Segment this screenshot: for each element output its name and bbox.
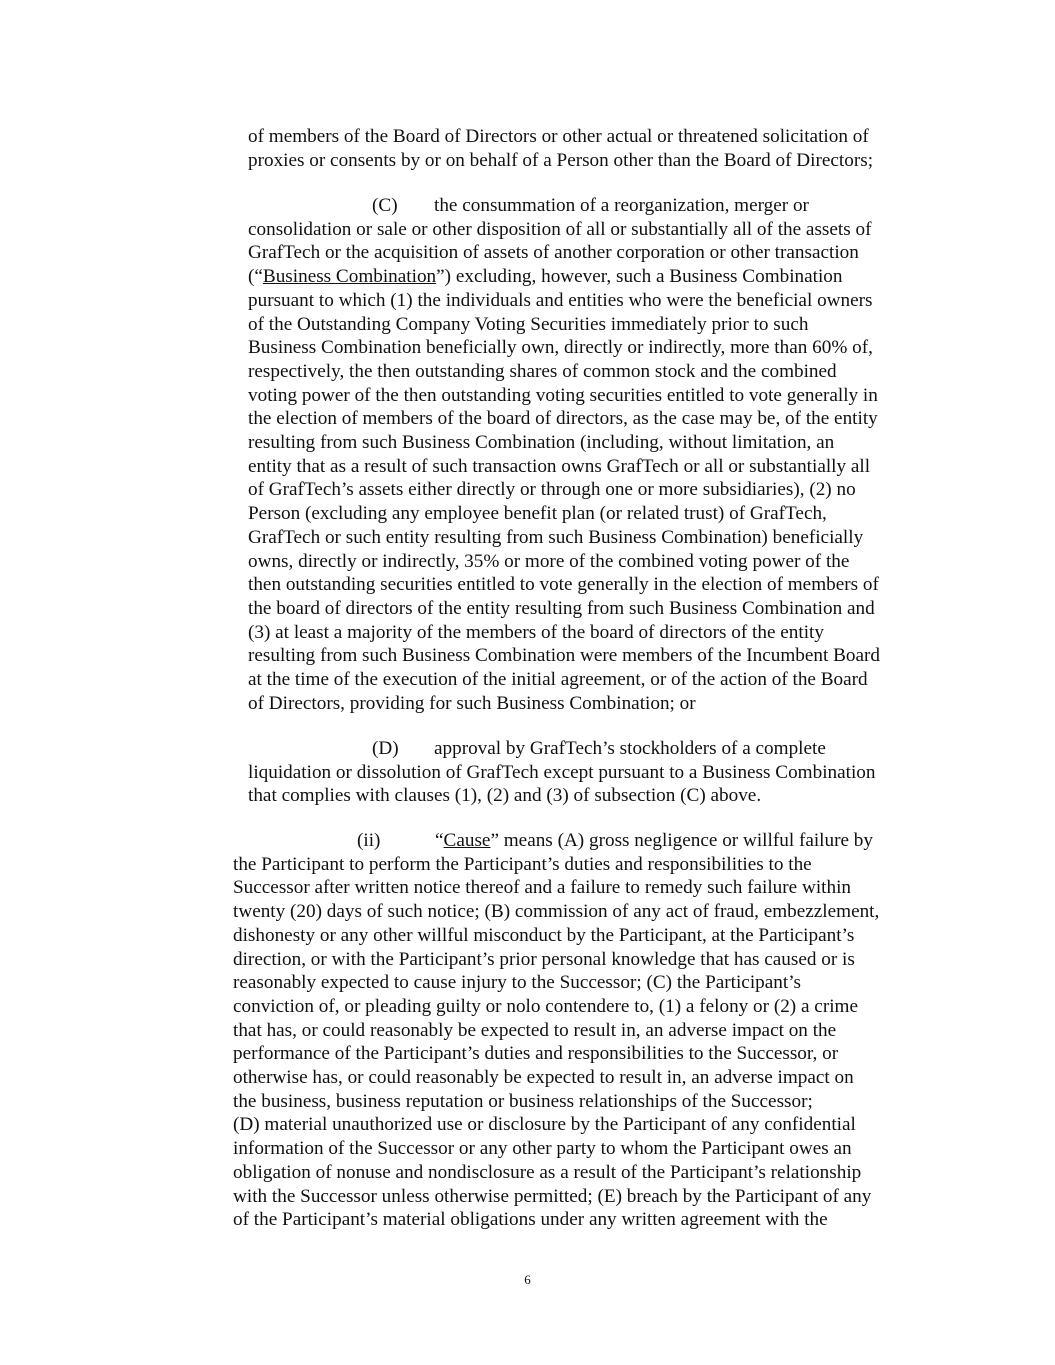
text-line: (3) at least a majority of the members of the board of directors of the entity [248,621,824,643]
text-line: (D) material unauthorized use or disclosure by the Participant of any confidential [233,1114,856,1136]
text-line: the election of members of the board of directors, as the case may be, of the entity [248,408,878,430]
text-segment: the consummation of a reorganization, merger or [434,195,809,216]
text-line: otherwise has, or could reasonably be expected to result in, an adverse impact on [233,1067,854,1089]
text-line: twenty (20) days of such notice; (B) commission of any act of fraud, embezzlement, [233,901,880,923]
text-line: GrafTech or the acquisition of assets of another corporation or other transaction [248,242,859,264]
text-line: with the Successor unless otherwise permitted; (E) breach by the Participant of any [233,1185,872,1207]
text-line: conviction of, or pleading guilty or nolo contendere to, (1) a felony or (2) a crime [233,995,858,1017]
clause-label-c: (C) [372,195,398,216]
text-segment: ” means (A) gross negligence or willful failure by [490,830,873,851]
text-line: resulting from such Business Combination (including, without limitation, an [248,432,835,454]
text-line: then outstanding securities entitled to vote generally in the election of members of [248,574,879,596]
text-line: of GrafTech’s assets either directly or through one or more subsidiaries), (2) no [248,479,856,501]
text-line: of members of the Board of Directors or other actual or threatened solicitation of [248,126,869,147]
text-line: at the time of the execution of the initial agreement, or of the action of the Board [248,669,868,691]
text-line: dishonesty or any other willful misconduct by the Participant, at the Participant’s [233,924,855,946]
text-line-with-term [248,265,948,289]
text-line: of Directors, providing for such Business Combination; or [248,692,696,714]
text-segment: “ [435,830,444,851]
paragraph-d-first-line [248,737,948,761]
clause-label-d: (D) [372,738,399,759]
text-line: Person (excluding any employee benefit plan (or related trust) of GrafTech, [248,503,827,525]
clause-label-ii: (ii) [357,830,381,851]
text-line: liquidation or dissolution of GrafTech except pursuant to a Business Combination [248,761,876,783]
text-line: direction, or with the Participant’s prior personal knowledge that has caused or is [233,948,855,970]
text-segment: ”) excluding, however, such a Business Combination [436,266,843,288]
text-line: the business, business reputation or business relationships of the Successor; [233,1090,813,1112]
text-line: information of the Successor or any other party to whom the Participant owes an [233,1138,852,1160]
text-line: the Participant to perform the Participant’s duties and responsibilities to the [233,853,812,875]
text-line: voting power of the then outstanding voting securities entitled to vote generally in [248,384,878,406]
text-line: obligation of nonuse and nondisclosure as a result of the Participant’s relationship [233,1161,862,1183]
paragraph-ii [233,829,948,1232]
text-segment: (“ [248,266,263,288]
page-number: 6 [524,1272,531,1287]
text-line: of the Participant’s material obligations under any written agreement with the [233,1209,828,1231]
text-line: owns, directly or indirectly, 35% or more of the combined voting power of the [248,550,850,572]
text-line: performance of the Participant’s duties and responsibilities to the Successor, or [233,1043,839,1065]
text-line: that complies with clauses (1), (2) and (3) of subsection (C) above. [248,785,762,807]
text-line: reasonably expected to cause injury to the Successor; (C) the Participant’s [233,972,801,994]
text-line: respectively, the then outstanding shares of common stock and the combined [248,360,837,382]
paragraph-c [248,194,948,715]
text-line: GrafTech or such entity resulting from such Business Combination) beneficially [248,526,864,548]
text-segment: approval by GrafTech’s stockholders of a complete [434,738,826,759]
text-line: the board of directors of the entity resulting from such Business Combination and [248,597,875,619]
defined-term-cause: Cause [443,830,491,851]
text-line: proxies or consents by or on behalf of a Person other than the Board of Directors; [248,149,874,171]
defined-term-business-combination: Business Combination [262,266,437,288]
paragraph-ii-first-line [233,829,948,853]
text-line: entity that as a result of such transaction owns GrafTech or all or substantially all [248,455,871,477]
text-line: pursuant to which (1) the individuals and entities who were the beneficial owners [248,289,873,311]
text-line: consolidation or sale or other disposition of all or substantially all of the assets of [248,218,872,240]
paragraph-continuation [248,125,948,172]
text-line: resulting from such Business Combination were members of the Incumbent Board [248,645,880,667]
paragraph-c-first-line [248,194,948,218]
text-line: that has, or could reasonably be expected to result in, an adverse impact on the [233,1019,837,1041]
text-line: of the Outstanding Company Voting Securities immediately prior to such [248,313,809,335]
text-line: Successor after written notice thereof and a failure to remedy such failure within [233,877,852,899]
text-line: Business Combination beneficially own, directly or indirectly, more than 60% of, [248,337,873,359]
paragraph-d [248,737,948,808]
